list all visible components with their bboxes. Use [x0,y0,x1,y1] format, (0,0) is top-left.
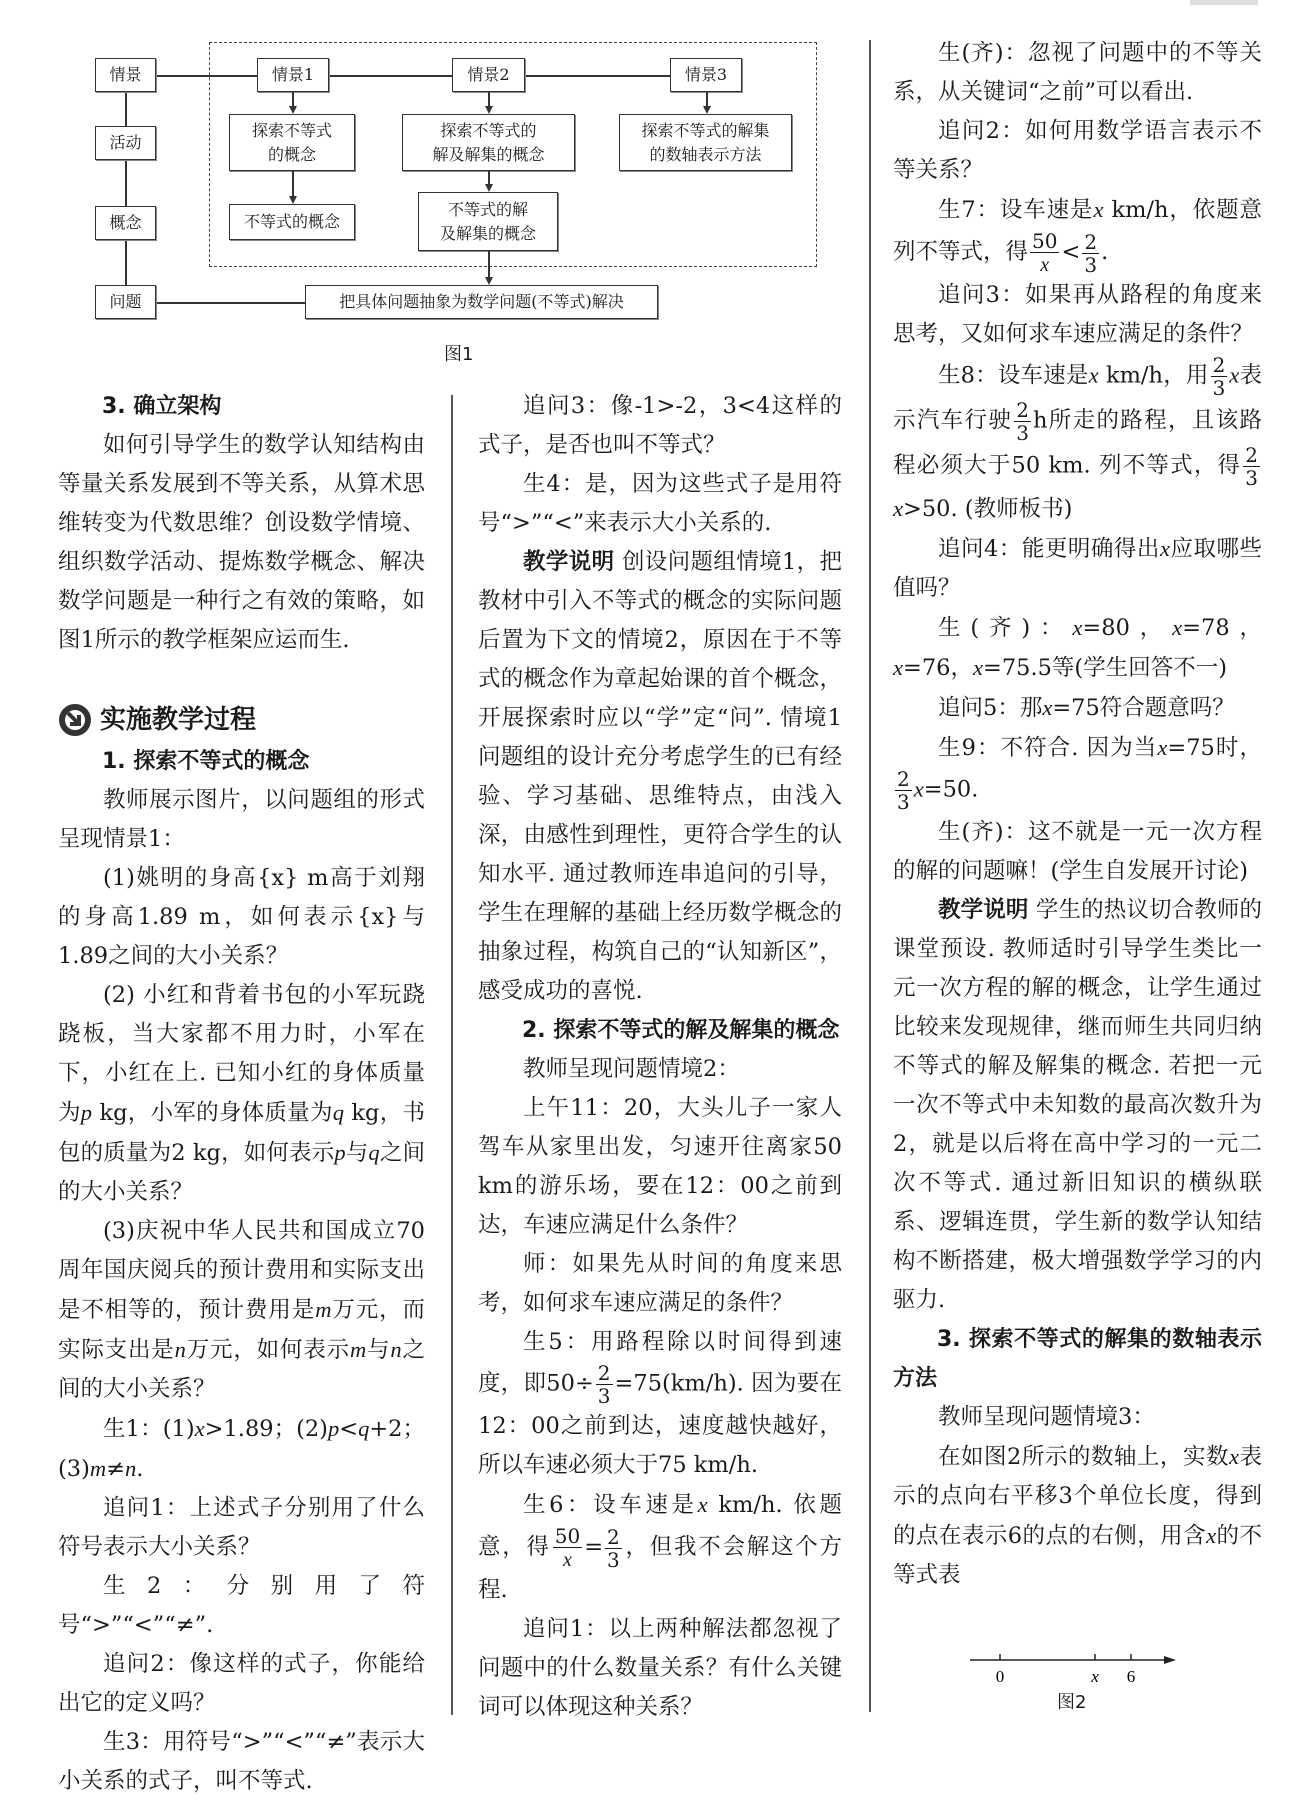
paragraph: 追问3：像-1>-2，3<4这样的式子，是否也叫不等式？ [478,393,842,458]
connector [706,92,708,106]
paragraph: 生7：设车速是x km/h，依题意列不等式，得 $\frac{50}{x}$ < $\frac{2}{3}$ . [893,197,1262,277]
fraction: $\frac{2}{3}$ [607,1524,620,1572]
fraction: $\frac{2}{3}$ [1084,229,1098,277]
column-divider [451,395,453,1715]
tick-label-6: 6 [1126,1667,1136,1686]
paragraph: 教学说明 学生的热议切合教师的课堂预设. 教师适时引导学生类比一元一次方程的解的概念，让学生通过比较来发现规律，继而师生共同归纳不等式的解及解集的概念. 若把一元一次不等式中未知数的最高次数升为2，就是以后将在高中学习的一元二次不等式. 通过新旧知识的横纵联系、逻辑连贯，学生新的数学认知结构不断搭建，极大增强数学学习的内驱力. [893,897,1262,1313]
arrow-icon [485,277,493,285]
variable: x [1206,1523,1217,1548]
connector [488,251,490,277]
fraction: $\frac{2}{3}$ [1245,443,1258,490]
variable: m [315,1297,332,1322]
note-label: 教学说明 [938,897,1029,923]
paragraph: (3)庆祝中华人民共和国成立70周年国庆阅兵的预计费用和实际支出是不相等的，预计费用是m万元，而实际支出是n万元，如何表示m与n之间的大小关系？ [58,1218,425,1402]
variable: q [358,1416,370,1441]
section-title: 实施教学过程 [58,698,425,742]
fraction: $\frac{2}{3}$ [897,767,910,814]
label-concept: 概念 [95,206,156,240]
note-label: 教学说明 [523,549,615,575]
scene-3-box: 情景3 [670,58,742,92]
paragraph: 追问1：上述式子分别用了什么符号表示大小关系？ [58,1495,425,1560]
paragraph: 生9：不符合. 因为当x=75时， $\frac{2}{3}$ x=50. [897,735,1263,814]
paragraph: 在如图2所示的数轴上，实数x表示的点向右平移3个单位长度，得到的点在表示6的点的右侧，用含x的不等式表 [893,1444,1262,1588]
variable: x [1042,695,1053,720]
paragraph: 如何引导学生的数学认知结构由等量关系发展到不等关系，从算术思维转变为代数思维？创设数学情境、组织数学活动、提炼数学概念、解决数学问题是一种行之有效的策略，如图1所示的教学框架应运而生. [58,432,425,653]
connector [292,92,294,106]
variable: x [1159,536,1170,561]
label-problem: 问题 [95,285,156,319]
paragraph: 生2：分别用了符号“>”“<”“≠”. [58,1573,425,1638]
figure-2-number-line [960,1640,1190,1690]
variable: p [327,1416,340,1441]
variable: m [349,1337,367,1362]
concept-2-box: 不等式的解 及解集的概念 [418,192,558,251]
activity-2-box: 探索不等式的 解及解集的概念 [402,114,575,171]
variable: x [194,1416,205,1441]
activity-1-box: 探索不等式 的概念 [229,114,355,171]
section-arrow-icon [58,703,92,737]
scene-1-box: 情景1 [257,58,329,92]
variable: x [913,776,924,802]
fraction: $\frac{50}{x}$ [1032,229,1058,276]
subsection-heading: 1. 探索不等式的概念 [102,749,310,774]
variable: x [893,655,903,680]
fraction: $\frac{2}{3}$ [597,1361,611,1408]
variable: m [89,1456,107,1481]
column-divider [869,40,871,1712]
variable: n [124,1456,137,1481]
scene-2-box: 情景2 [452,58,525,92]
paragraph: 生5：用路程除以时间得到速度，即50÷ $\frac{2}{3}$ =75(km/h). 因为要在12：00之前到达，速度越快越好，所以车速必须大于75 km/h. [478,1329,842,1478]
paragraph: 教师呈现问题情境3： [938,1404,1155,1430]
variable: x [697,1492,708,1517]
paragraph: 生(齐)：x=80，x=78，x=76，x=75.5等(学生回答不一) [893,615,1263,681]
arrow-icon [485,106,493,114]
fraction: $\frac{50}{x}$ [554,1524,581,1571]
variable: q [332,1100,344,1125]
variable: p [334,1140,346,1165]
tick-label-x: x [1091,1667,1099,1686]
arrow-icon [703,106,711,114]
label-scene: 情景 [95,58,156,92]
paragraph: 生(齐)：这不就是一元一次方程的解的问题嘛！(学生自发展开讨论) [893,819,1262,884]
paragraph: 追问2：像这样的式子，你能给出它的定义吗？ [58,1651,425,1716]
page-corner-mark [1190,0,1258,5]
problem-box: 把具体问题抽象为数学问题(不等式)解决 [305,285,658,319]
paragraph: 追问5：那x=75符合题意吗？ [938,695,1235,721]
paragraph: 教学说明 创设问题组情境1，把教材中引入不等式的概念的实际问题后置为下文的情境2，原因在于不等式的概念作为章起始课的首个概念，开展探索时应以“学”定“问”. 情境1问题组的设计充分考虑学生的已有经验、学习基础、思维特点，由浅入深，由感性到理性，更符合学生的认知水平. 通过教师连串追问的引导，学生在理解的基础上经历数学概念的抽象过程，构筑自己的“认知新区”，感受成功的喜悦. [478,549,842,1004]
connector [292,171,294,196]
column-3 [893,34,1262,1595]
activity-3-box: 探索不等式的解集 的数轴表示方法 [619,114,792,171]
connector [156,302,306,304]
paragraph: 追问4：能更明确得出x应取哪些值吗？ [893,536,1262,601]
label-activity: 活动 [95,126,156,160]
subsection-heading: 3. 确立架构 [102,394,222,419]
arrow-icon [1164,1656,1176,1664]
paragraph: 追问2：如何用数学语言表示不等关系？ [893,118,1262,183]
figure-1-caption: 图1 [444,344,474,365]
variable: x [1157,735,1168,760]
paragraph: 生1：(1)x>1.89；(2)p<q+2；(3)m≠n. [58,1416,425,1482]
paragraph: 生8：设车速是x km/h，用 $\frac{2}{3}$ x表示汽车行驶 $\frac{2}{3}$ h所走的路程，且该路程必须大于50 km. 列不等式，得 $\frac{2}{3}$ x>50. (教师板书) [893,353,1262,522]
variable: x [972,655,983,680]
paragraph: 教师呈现问题情境2： [523,1056,740,1082]
paragraph: 追问1：以上两种解法都忽视了问题中的什么数量关系？有什么关键词可以体现这种关系？ [478,1616,842,1720]
paragraph: 上午11：20，大头儿子一家人驾车从家里出发，匀速开往离家50 km的游乐场，要在12：00之前到达，车速应满足什么条件？ [478,1095,842,1238]
concept-1-box: 不等式的概念 [229,204,355,240]
variable: x [1229,362,1240,388]
variable: q [368,1140,380,1165]
connector [488,171,490,184]
paragraph: 生6：设车速是x km/h. 依题意，得 $\frac{50}{x}$ = $\frac{2}{3}$ ，但我不会解这个方程. [478,1492,842,1603]
paragraph: 师：如果先从时间的角度来思考，如何求车速应满足的条件？ [478,1251,842,1316]
variable: x [1040,254,1050,276]
column-1 [58,387,425,1801]
paragraph: 生3：用符号“>”“<”“≠”表示大小关系的式子，叫不等式. [58,1729,425,1794]
connector [488,92,490,106]
column-2 [478,387,842,1727]
paragraph: 追问3：如果再从路程的角度来思考，又如何求车速应满足的条件？ [893,282,1262,347]
connector [156,75,670,77]
subsection-heading: 3. 探索不等式的解集的数轴表示方法 [893,1327,1262,1391]
fraction: $\frac{2}{3}$ [1212,353,1226,400]
paragraph: 生4：是，因为这些式子是用符号“>”“<”来表示大小关系的. [478,471,842,536]
paragraph: (2) 小红和背着书包的小军玩跷跷板，当大家都不用力时，小军在下，小红在上. 已知小红的身体质量为p kg，小军的身体质量为q kg，书包的质量为2 kg，如何表示p与q之间的大小关系？ [58,982,425,1205]
arrow-icon [485,184,493,192]
variable: p [80,1100,93,1125]
variable: x [1228,1444,1239,1469]
tick-label-0: 0 [995,1667,1005,1686]
variable: x [1093,197,1104,222]
variable: x [1172,615,1183,640]
paragraph: (1)姚明的身高{x} m高于刘翔的身高1.89 m，如何表示{x}与1.89之间的大小关系？ [58,865,425,969]
variable: x [563,1549,572,1571]
arrow-icon [289,106,297,114]
variable: n [390,1337,402,1362]
subsection-heading: 2. 探索不等式的解及解集的概念 [522,1018,840,1043]
variable: x [1072,615,1083,640]
figure-2-caption: 图2 [1057,1692,1087,1713]
paragraph: 生(齐)：忽视了问题中的不等关系，从关键词“之前”可以看出. [893,40,1262,105]
fraction: $\frac{2}{3}$ [1016,398,1029,445]
arrow-icon [289,196,297,204]
variable: n [174,1337,186,1362]
variable: x [893,496,903,521]
paragraph: 教师展示图片，以问题组的形式呈现情景1： [58,787,425,852]
variable: x [1088,362,1099,388]
connector [125,92,127,286]
